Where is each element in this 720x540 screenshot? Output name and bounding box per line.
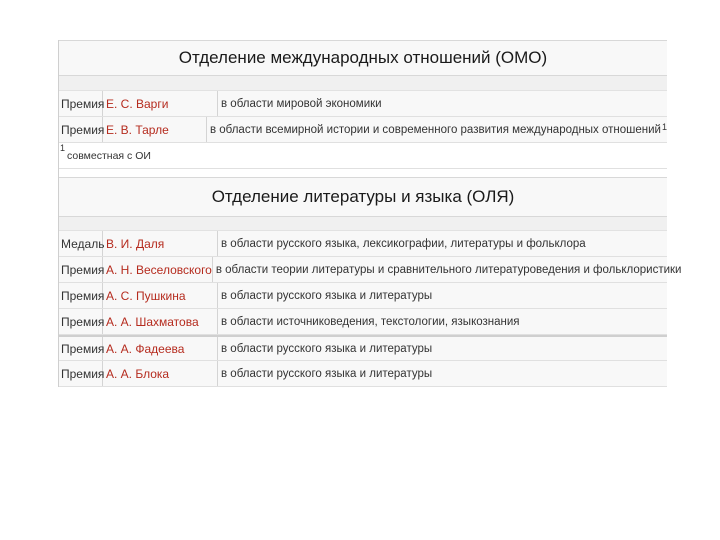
spacer-row [59,217,667,231]
award-field: в области всемирной истории и современного развития международных отношений [209,123,661,136]
award-name-link[interactable]: А. Н. Веселовского [103,257,213,282]
award-field-cell [207,117,667,142]
award-name-link[interactable]: Е. В. Тарле [103,117,207,142]
footnote-text: совместная с ОИ [67,149,151,162]
award-name-link[interactable]: В. И. Даля [103,231,218,256]
award-type: Премия [59,283,103,308]
olya-title: Отделение литературы и языка (ОЛЯ) [211,187,515,206]
spacer-row [59,76,667,91]
award-name-link[interactable]: А. А. Блока [103,361,218,386]
award-name-link[interactable]: А. А. Фадеева [103,337,218,360]
table-row [59,257,682,283]
award-field: в области русского языка и литературы [221,342,433,355]
award-type: Медаль [59,231,103,256]
award-field: в области русского языка и литературы [221,367,433,380]
award-type: Премия [59,91,103,116]
section-title-olya [59,177,667,217]
award-field: в области источниковедения, текстологии, языкознания [221,315,520,328]
award-type: Премия [59,361,103,386]
award-type: Премия [59,257,103,282]
table-row [59,283,667,309]
award-field: в области теории литературы и сравнительного литературоведения и фольклористики [215,263,682,276]
award-name-link[interactable]: Е. С. Варги [103,91,218,116]
awards-table [58,40,682,387]
table-row [59,335,667,361]
omo-title: Отделение международных отношений (ОМО) [178,48,548,67]
award-field: в области мировой экономики [221,97,382,110]
award-type: Премия [59,337,103,360]
award-field: в области русского языка и литературы [221,289,433,302]
table-row [59,231,667,257]
award-name-link[interactable]: А. С. Пушкина [103,283,218,308]
table-row [59,91,667,117]
table-row [59,117,667,143]
award-field: в области русского языка, лексикографии, литературы и фольклора [221,237,586,250]
footnote-ref[interactable]: 1 [661,121,667,132]
footnote [59,143,667,169]
section-title-omo [59,40,667,76]
table-row [59,361,667,387]
award-type: Премия [59,309,103,334]
award-name-link[interactable]: А. А. Шахматова [103,309,218,334]
award-type: Премия [59,117,103,142]
table-row [59,309,667,335]
footnote-mark: 1 [60,143,66,153]
